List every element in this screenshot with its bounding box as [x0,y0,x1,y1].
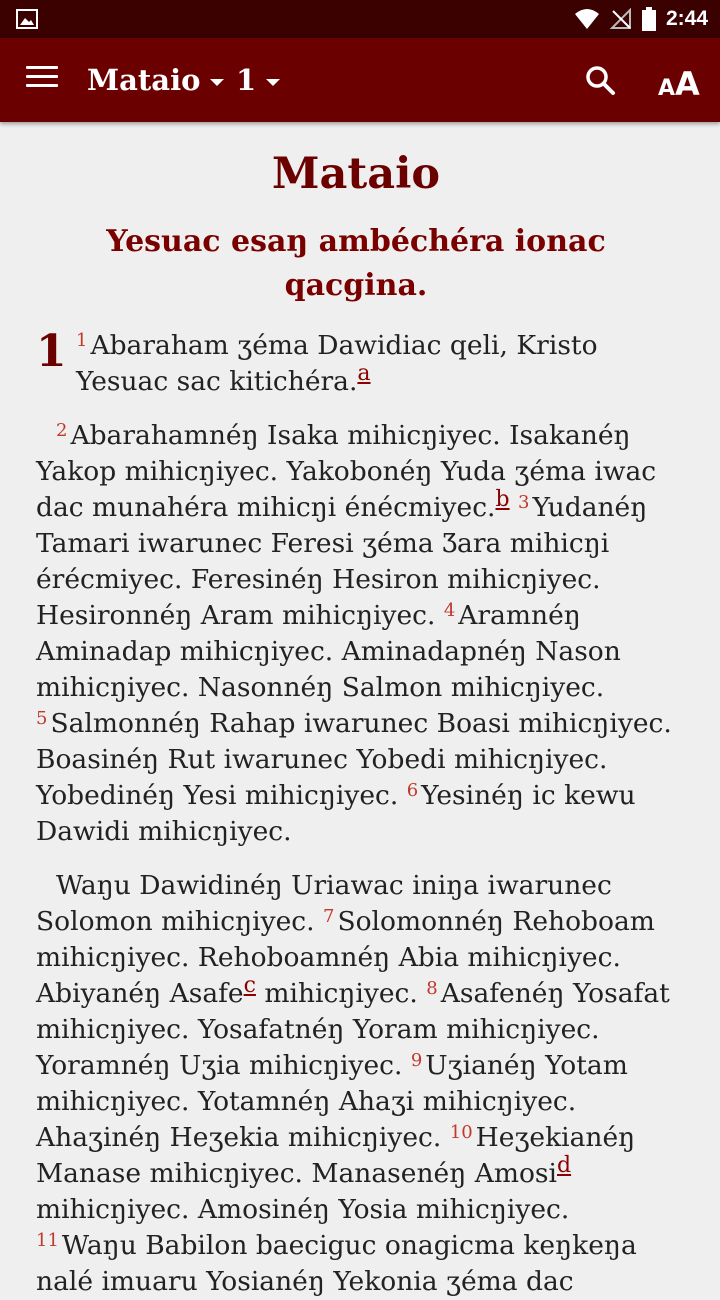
book-selector[interactable] [87,60,224,100]
paragraph [36,868,676,1300]
verse-text: Waŋu Dawidinéŋ Uriawac iniŋa iwarunec Solomon mihicŋiyec. [36,870,612,937]
footnote-link[interactable]: d [557,1153,572,1178]
verse-number: 8 [426,978,438,999]
footnote-link[interactable]: a [357,361,371,386]
book-name: Mataio [87,63,201,97]
chapter-number: 1 [236,63,257,97]
verse-text: Solomonnéŋ Rehoboam mihicŋiyec. Rehoboamnéŋ Abia mihicŋiyec. Abiyanéŋ Asafe [36,906,655,1009]
verse-text: Yudanéŋ Tamari iwarunec Feresi ʒéma Ʒara mihicŋi érécmiyec. Feresinéŋ Hesiron mihicŋiyec. Hesironnéŋ Aram mihicŋiyec. [36,492,648,631]
chapter-text [36,328,676,1300]
menu-icon[interactable] [26,66,58,94]
paragraph-gap [36,850,676,868]
paragraph [36,328,676,400]
image-icon [16,9,38,29]
chapter-number-drop: 1 [36,326,67,377]
verse-text: mihicŋiyec. Amosinéŋ Yosia mihicŋiyec. [36,1194,570,1225]
text-size-icon[interactable] [658,60,700,103]
verse-text [510,492,518,523]
verse-number: 5 [36,708,48,729]
chevron-down-icon [210,79,224,86]
verse-text: Uʒianéŋ Yotam mihicŋiyec. Yotamnéŋ Ahaʒi mihicŋiyec. Ahaʒinéŋ Heʒekia mihicŋiyec. [36,1050,628,1153]
verse-number: 1 [76,330,88,351]
chevron-down-icon [266,79,280,86]
chapter-selector[interactable] [236,60,280,100]
section-heading: Yesuac esaŋ ambéchéra ionac qacgina. [106,224,606,303]
verse-text: Salmonnéŋ Rahap iwarunec Boasi mihicŋiyec. Boasinéŋ Rut iwarunec Yobedi mihicŋiyec. Yobedinéŋ Yesi mihicŋiyec. [36,708,672,811]
verse-text: Aramnéŋ Aminadap mihicŋiyec. Aminadapnéŋ Nason mihicŋiyec. Nasonnéŋ Salmon mihicŋiyec. [36,600,621,703]
wifi-icon [574,8,600,30]
no-signal-icon [610,8,632,30]
status-bar [0,0,720,38]
battery-icon [642,7,656,31]
verse-text: Abarahamnéŋ Isaka mihicŋiyec. Isakanéŋ Yakop mihicŋiyec. Yakobonéŋ Yuda ʒéma iwac dac munahéra mihicŋi énécmiyec. [36,420,657,523]
text-size-small-a: A [658,76,676,101]
verse-text: Asafenéŋ Yosafat mihicŋiyec. Yosafatnéŋ Yoram mihicŋiyec. Yoramnéŋ Uʒia mihicŋiyec. [36,978,670,1081]
search-icon[interactable] [584,64,616,96]
verse-text: Heʒekianéŋ Manase mihicŋiyec. Manasenéŋ Amosi [36,1122,636,1189]
verse-number: 11 [36,1230,59,1251]
verse-number: 7 [322,906,335,927]
page-title: Mataio [271,149,441,199]
verse-text: mihicŋiyec. [255,978,427,1009]
text-size-large-a: A [675,65,700,103]
verse-number: 3 [518,492,530,513]
verse-number: 10 [449,1122,473,1143]
verse-number: 6 [406,780,419,801]
footnote-link[interactable]: c [243,973,256,998]
verse-number: 2 [56,420,68,441]
paragraph [36,418,676,850]
verse-text: Yesinéŋ ic kewu Dawidi mihicŋiyec. [36,780,636,847]
clock: 2:44 [665,7,708,30]
chapter-content [36,122,676,1300]
verse-number: 9 [410,1050,423,1071]
footnote-link[interactable]: b [495,487,510,512]
paragraph-gap [36,400,676,418]
verse-text: Abaraham ʒéma Dawidiac qeli, Kristo Yesuac sac kitichéra. [76,330,598,397]
app-toolbar [0,38,720,122]
verse-text: Waŋu Babilon baeciguc onagicma keŋkeŋa nalé imuaru Yosianéŋ Yekonia ʒéma dac [36,1230,637,1297]
verse-number: 4 [443,600,456,621]
